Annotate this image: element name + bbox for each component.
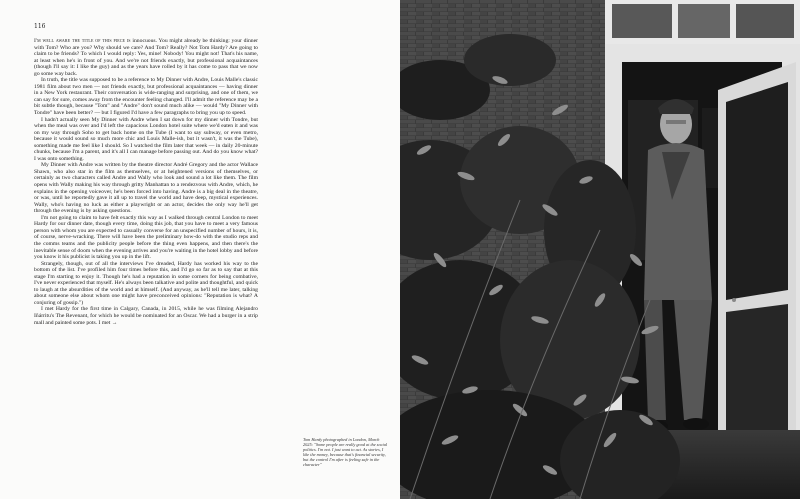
lead-in: I'm well aware the title of this piece is [34, 38, 133, 44]
article-paragraph-4: My Dinner with Andre was written by the theatre director André Gregory and the actor Wallace Shawn, who also star in the film as themselves, or at heightened versions of themselves, or certainly as two characters called Andre and Wally who look and sound a lot like them. The film opens with Wally making his way through gritty Manhattan to a rendezvous with Andre, which, he explains in the opening voiceover, he's been forced into having. Andre is a big deal in the theatre, or was, until he reportedly gave it all up to travel the world and have deep, mystical experiences. Wally, who's having no luck as either a playwright or an actor, decides the only way he'll get through the evening is by asking questions. [34, 162, 258, 215]
portrait-photo [400, 0, 800, 499]
article-paragraph-6: Strangely, though, out of all the interviews I've dreaded, Hardy has worked his way to the bottom of the list. I've profiled him four times before this, and I'd go so far as to say that at this stage I'm starting to enjoy it. Though he's had a reputation in some corners for being combative, I've never experienced that myself. He's always been talkative and polite and thoughtful, and quick to laugh at the absurdities of the world and at himself. (And anyway, as he'll tell me later, talking about someone else about whom one might have preconceived opinions: "Reputation is what? A conjuring of gossip.") [34, 260, 258, 306]
article-paragraph-7 [34, 306, 258, 326]
article-paragraph-5: I'm not going to claim to have felt exactly this way as I walked through central London to meet Hardy for our dinner date, though every time, doing this job, that you have to meet a very famous person with whom you are expected to casually converse for an unspecified number of hours, it is, of course, nerve-wracking. There will have been the preliminary how-do with the studio reps and the comms teams and the publicity people before the thing even happens, and then there's the inevitable sense of doom when the evening arrives and you're waiting in the hotel lobby and before you know it his publicist is taking you up in the lift. [34, 214, 258, 261]
article-paragraph-3: I hadn't actually seen My Dinner with Andre when I sat down for my dinner with Tondre, but when the meal was over and I'd left the capacious London hotel suite where we'd eaten it and was on my way through Soho to get back home on the Tube (I want to say subway, or even metro, because it would sound so much more chic and Louis Malle-ish, but it wasn't, it was the Tube), something made me feel like I should. So I watched the film later that week — in daily 20-minute chunks, because I'm a parent, and it's all I can manage before passing out. And do you know what? I was onto something. [34, 116, 258, 162]
article-paragraph-1 [34, 38, 258, 77]
open-door [718, 62, 796, 470]
right-page [400, 0, 800, 499]
lead-in-continuation: innocuous. You might already be thinking: your dinner with Tom? Who are you? Why should we care? And Tom? Really? Not Tom Hardy? Are going to claim to be friends? To which I would reply: Yes, mine! Nobody! You might not! That's his name, at least when he's in front of you. And we're not friends exactly, but professional acquaintances (though I'll say it: I like the guy) and as the years have rolled by it has come to pass that we now go some way back. [34, 38, 258, 77]
page-number: 116 [34, 23, 46, 30]
window-top [605, 0, 800, 44]
article-paragraph-2: In truth, the title was supposed to be a reference to My Dinner with Andre, Louis Malle's classic 1981 film about two men — not friends exactly, but professional acquaintances — having dinner in a New York restaurant. Their conversation is wide-ranging and surprising, and one of them, we can say for sure, comes away from the encounter feeling changed. I'll admit the reference may be a bit subtle though, because "Tom" and "Andre" don't sound much alike — would "My Dinner with Tondre" have been better? — but I figured I'd have a few paragraphs to bring you up to speed. [34, 77, 258, 117]
article-body [34, 38, 258, 326]
photo-caption: Tom Hardy photographed in London, March 2025: "Some people are really good at the social politics. I'm not. I just want to act. As stories, I like the money, because that's financial security, but the control I'm after is feeling safe in the character" [303, 437, 388, 468]
final-paragraph-text: I met Hardy for the first time in Calgary, Canada, in 2015, while he was filming Alejandro Iñárritu's The Revenant, for which he would be nominated for an Oscar. We had a burger in a strip mall and painted some pots. I met [34, 306, 258, 326]
continue-arrow: → [111, 319, 118, 326]
